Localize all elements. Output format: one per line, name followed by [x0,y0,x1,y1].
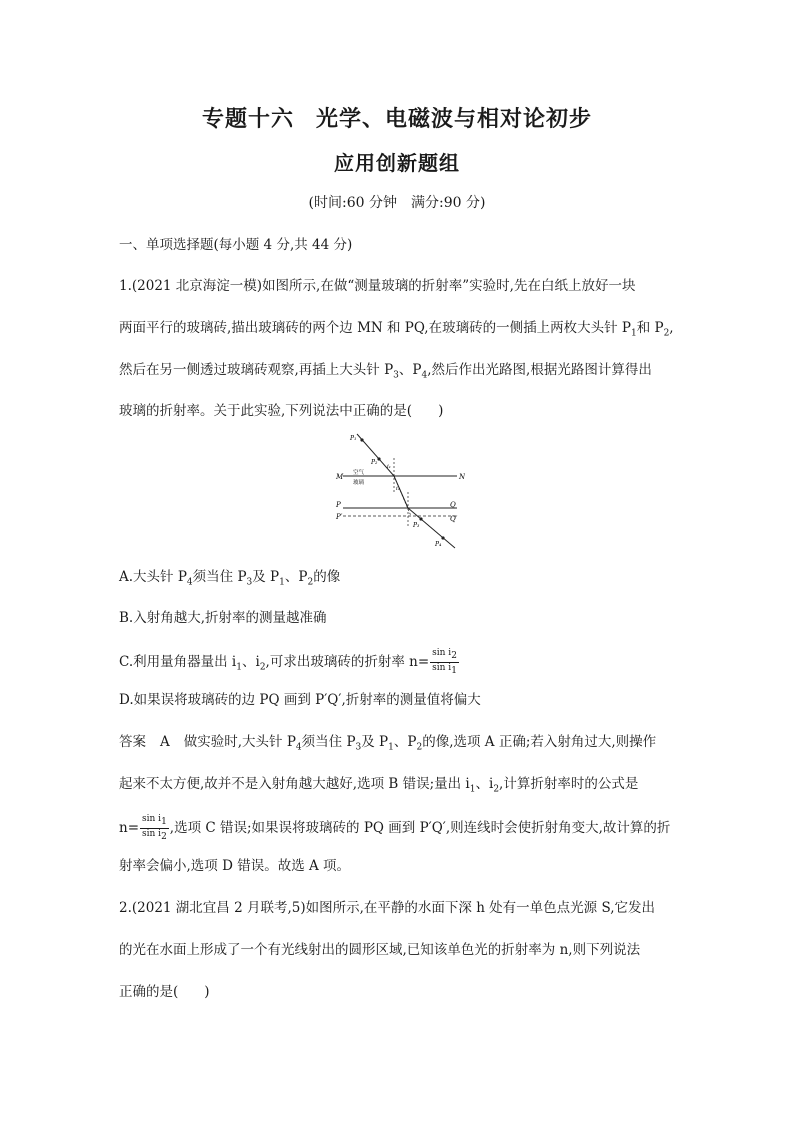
label-n: N [459,473,465,481]
q2-line-1: 2.(2021 湖北宜昌 2 月联考,5)如图所示,在平静的水面下深 h 处有一单色点光源 S,它发出 [119,900,656,916]
title-topic-name: 光学、电磁波与相对论初步 [316,106,593,132]
answer-letter: A [160,734,170,750]
q1-answer-line-1: 答案 A 做实验时,大头针 $P_4$须当住 $P_3$及 $P_1$、$P_2$的像,选项 A 正确;若入射角过大,则操作 [119,734,657,753]
q1-answer-line-3: n= $\frac{\sin i_1}{\sin i_2}$ ,选项 C 错误;如果误将玻璃砖的 PQ 画到 P′Q′,则连线时会使折射角变大,故计算的折 [119,814,671,842]
label-p2: P₂ [371,459,378,466]
q1-answer-line-4: 射率会偏小,选项 D 错误。故选 A 项。 [119,858,351,874]
q1-line-1: 1.(2021 北京海淀一模)如图所示,在做“测量玻璃的折射率”实验时,先在白纸上放好一块 [119,278,636,294]
label-p1: P₁ [350,435,357,442]
label-p4: P₄ [435,541,442,548]
label-i2: i₂ [396,486,400,492]
label-glass: 玻璃 [353,480,365,486]
time-info: (时间:60 分钟 满分:90 分) [308,195,486,211]
q2-line-2: 的光在水面上形成了一个有光线射出的圆形区域,已知该单色光的折射率为 n,则下列说法 [119,942,641,958]
label-q-prime: Q′ [450,515,458,523]
option-c-fraction: $\frac{\sin i_2}{\sin i_1}$ [432,648,457,676]
q2-line-3: 正确的是( ) [119,984,210,1000]
label-m: M [336,473,344,481]
q1-option-c: C.利用量角器量出 $i_1$、$i_2$,可求出玻璃砖的折射率 n= $\frac{\sin i_2}{\sin i_1}$ [119,648,457,676]
label-p3: P₃ [413,522,420,529]
section-heading: 一、单项选择题(每小题 4 分,共 44 分) [119,237,353,253]
q1-line-4: 玻璃的折射率。关于此实验,下列说法中正确的是( ) [119,403,444,419]
pin-p3 [419,517,422,520]
label-air: 空气 [353,470,365,476]
label-p-prime: P′ [336,513,343,521]
pin-p1 [360,438,363,441]
q1-line-3: 然后在另一侧透过玻璃砖观察,再插上大头针 $P_3$、$P_4$,然后作出光路图,根据光路图计算得出 [119,362,652,381]
page-subtitle: 应用创新题组 [334,151,460,175]
q1-option-d: D.如果误将玻璃砖的边 PQ 画到 P′Q′,折射率的测量值将偏大 [119,692,481,708]
pin-p4 [441,536,444,539]
q1-option-b: B.入射角越大,折射率的测量越准确 [119,610,327,626]
answer-label: 答案 [119,734,146,750]
label-i1: i₁ [387,464,391,470]
pin-p2 [377,457,380,460]
refraction-diagram [335,430,465,552]
q1-option-a: A.大头针 $P_4$须当住 $P_3$及 $P_1$、$P_2$的像 [119,569,341,588]
page-title [0,102,794,133]
q1-answer-line-2: 起来不太方便,故并不是入射角越大越好,选项 B 错误;量出 $i_1$、$i_2$,计算折射率时的公式是 [119,776,639,795]
title-topic-number: 专题十六 [201,106,294,132]
q1-line-2: 两面平行的玻璃砖,描出玻璃砖的两个边 MN 和 PQ,在玻璃砖的一侧插上两枚大头针 $P_1$和 $P_2$, [119,320,674,339]
label-p: P [336,501,341,509]
answer-fraction: $\frac{\sin i_1}{\sin i_2}$ [142,814,167,842]
label-q: Q [450,501,456,509]
